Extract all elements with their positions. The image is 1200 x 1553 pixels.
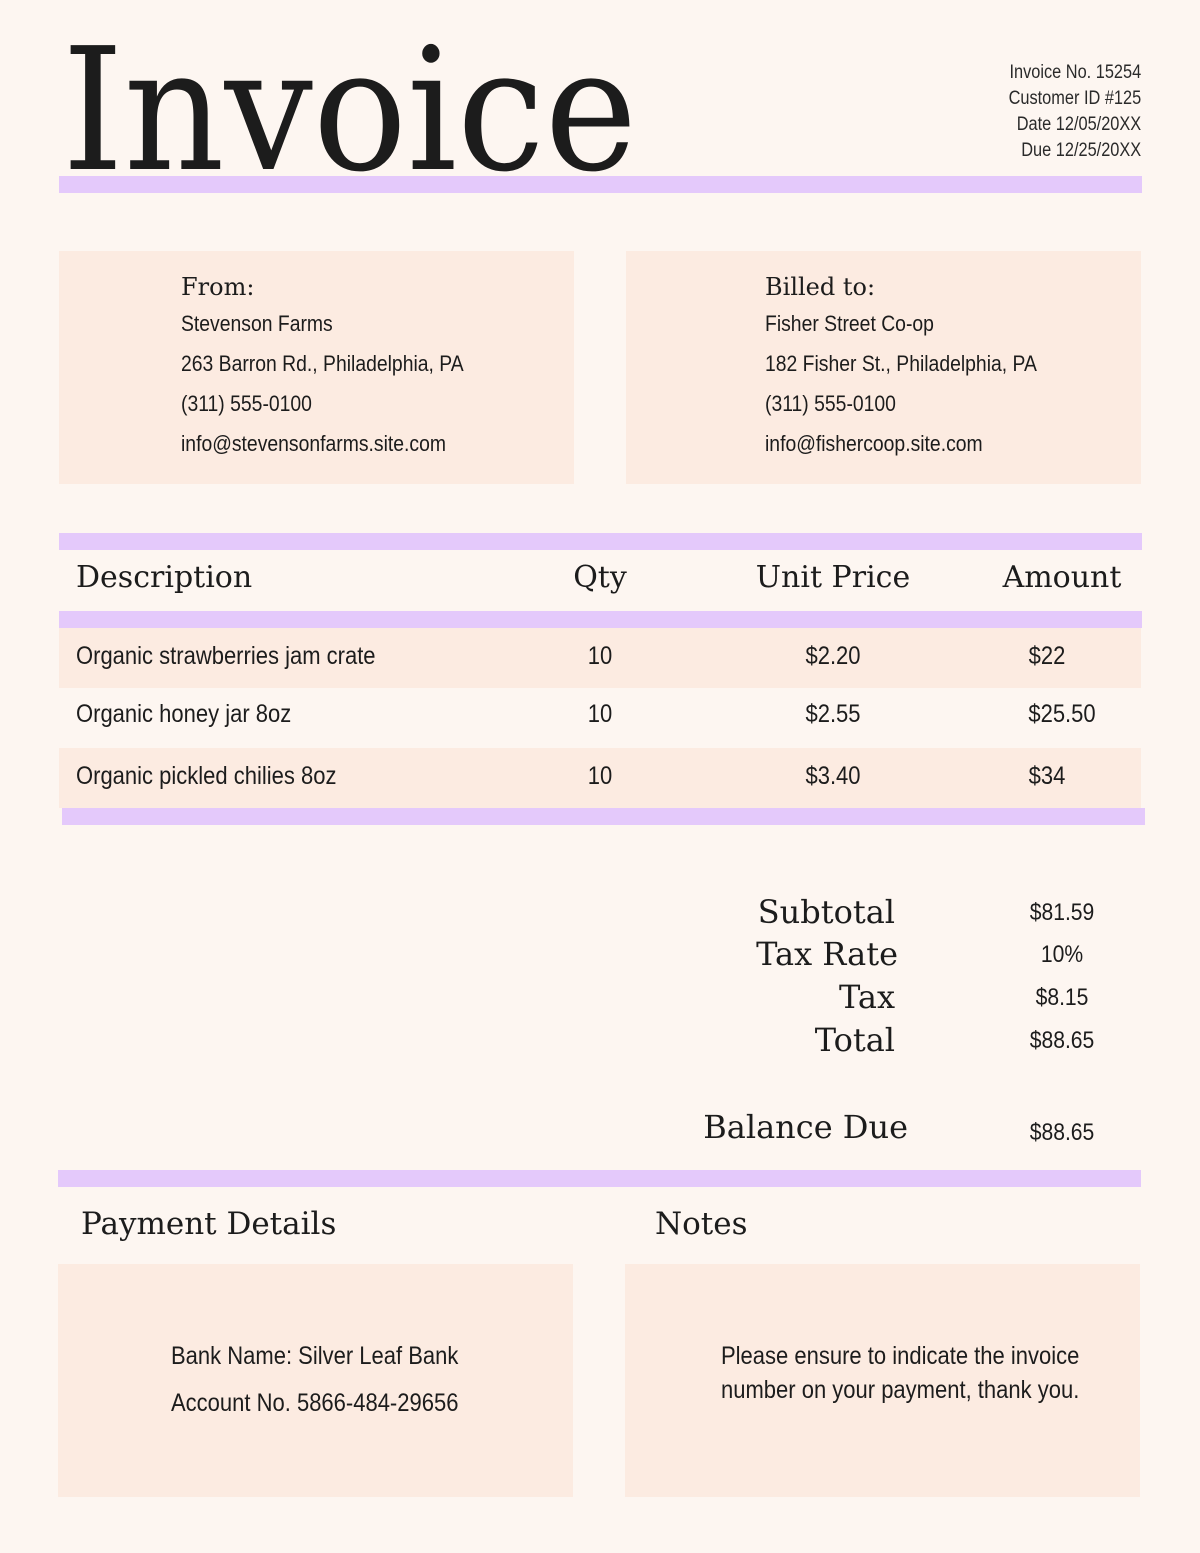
row-amount: $34	[1028, 762, 1066, 790]
notes-line-1: Please ensure to indicate the invoice	[721, 1342, 1080, 1370]
from-card	[59, 251, 574, 484]
billed-to-phone: (311) 555-0100	[765, 391, 896, 416]
header-qty: Qty	[573, 560, 627, 595]
account-number: Account No. 5866-484-29656	[171, 1389, 459, 1417]
invoice-meta	[987, 60, 1141, 164]
notes-card	[625, 1264, 1140, 1497]
bank-name: Bank Name: Silver Leaf Bank	[171, 1342, 459, 1370]
header-unit-price: Unit Price	[755, 560, 911, 595]
subtotal-value: $81.59	[1029, 899, 1095, 926]
row-qty: 10	[587, 762, 613, 790]
tax-label: Tax	[839, 978, 895, 1016]
balance-due-label: Balance Due	[703, 1108, 908, 1146]
table-row	[59, 628, 1141, 688]
invoice-number: Invoice No. 15254	[1009, 62, 1141, 83]
due-date: Due 12/25/20XX	[1021, 140, 1141, 161]
from-phone: (311) 555-0100	[181, 391, 312, 416]
from-email[interactable]: info@stevensonfarms.site.com	[181, 431, 446, 456]
header-description: Description	[76, 560, 253, 595]
tax-rate-label: Tax Rate	[756, 935, 898, 973]
payment-details-title: Payment Details	[81, 1206, 337, 1242]
row-description: Organic honey jar 8oz	[76, 700, 292, 728]
header-amount: Amount	[1002, 560, 1122, 595]
notes-title: Notes	[655, 1206, 748, 1242]
notes-line-2: number on your payment, thank you.	[721, 1376, 1080, 1404]
table-row	[59, 748, 1141, 808]
tax-rate-value: 10%	[1040, 941, 1084, 968]
page-title: Invoice	[62, 12, 638, 210]
row-description: Organic pickled chilies 8oz	[76, 762, 337, 790]
subtotal-label: Subtotal	[757, 893, 895, 931]
from-heading: From:	[181, 273, 255, 301]
table-top-band	[59, 533, 1142, 550]
total-label: Total	[814, 1021, 895, 1059]
from-address: 263 Barron Rd., Philadelphia, PA	[181, 351, 464, 376]
customer-id: Customer ID #125	[1008, 88, 1141, 109]
billed-to-card	[626, 251, 1141, 484]
row-unit-price: $2.20	[805, 642, 861, 670]
invoice-date: Date 12/05/20XX	[1016, 114, 1141, 135]
row-amount: $25.50	[1028, 700, 1096, 728]
balance-due-value: $88.65	[1029, 1119, 1095, 1146]
row-qty: 10	[587, 700, 613, 728]
row-qty: 10	[587, 642, 613, 670]
billed-to-address: 182 Fisher St., Philadelphia, PA	[765, 351, 1037, 376]
row-amount: $22	[1028, 642, 1066, 670]
row-unit-price: $3.40	[805, 762, 861, 790]
table-row	[59, 688, 1141, 748]
from-name: Stevenson Farms	[181, 311, 333, 336]
billed-to-name: Fisher Street Co-op	[765, 311, 934, 336]
billed-to-heading: Billed to:	[765, 273, 876, 301]
footer-top-band	[58, 1170, 1141, 1187]
row-description: Organic strawberries jam crate	[76, 642, 376, 670]
total-value: $88.65	[1029, 1027, 1095, 1054]
billed-to-email[interactable]: info@fishercoop.site.com	[765, 431, 983, 456]
tax-value: $8.15	[1035, 984, 1089, 1011]
table-header-band	[59, 611, 1142, 628]
table-bottom-band	[62, 808, 1145, 825]
row-unit-price: $2.55	[805, 700, 861, 728]
payment-details-card	[58, 1264, 573, 1497]
